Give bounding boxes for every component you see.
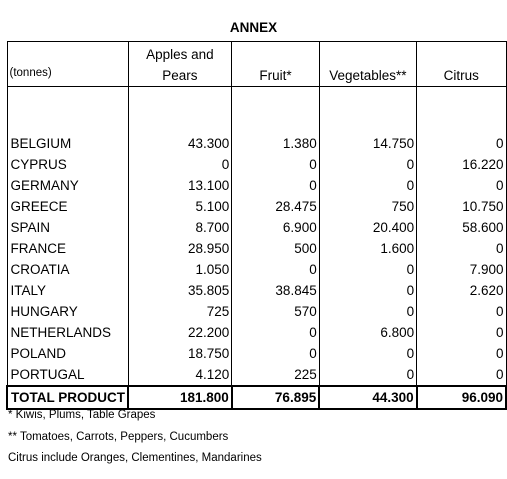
table-cell: 7.900 <box>417 259 506 280</box>
table-cell: 1.380 <box>232 133 319 154</box>
country-name: GREECE <box>7 196 128 217</box>
table-cell: 0 <box>319 364 416 386</box>
table-cell: 0 <box>319 301 416 322</box>
table-row <box>7 154 506 175</box>
spacer-row <box>7 87 506 134</box>
table-cell: 0 <box>417 238 506 259</box>
table-cell: 0 <box>319 343 416 364</box>
table-row <box>7 259 506 280</box>
table-cell: 1.050 <box>128 259 232 280</box>
table-cell: 750 <box>319 196 416 217</box>
footnote: * Kiwis, Plums, Table Grapes <box>8 409 156 421</box>
table-row <box>7 322 506 343</box>
country-name: PORTUGAL <box>7 364 128 386</box>
footnotes <box>8 405 262 470</box>
table-cell: 8.700 <box>128 217 232 238</box>
column-header-apples-pears <box>128 42 232 87</box>
table-cell: 0 <box>417 133 506 154</box>
table-cell: 20.400 <box>319 217 416 238</box>
table-cell: 0 <box>232 259 319 280</box>
country-name: FRANCE <box>7 238 128 259</box>
table-cell: 14.750 <box>319 133 416 154</box>
table-cell: 0 <box>319 259 416 280</box>
header-row <box>7 42 506 87</box>
country-name: SPAIN <box>7 217 128 238</box>
table-cell: 2.620 <box>417 280 506 301</box>
total-label: TOTAL PRODUCT <box>7 386 128 409</box>
table-cell: 43.300 <box>128 133 232 154</box>
table-cell: 0 <box>417 364 506 386</box>
table-cell: 22.200 <box>128 322 232 343</box>
country-name: BELGIUM <box>7 133 128 154</box>
table-cell: 0 <box>417 301 506 322</box>
table-cell: 500 <box>232 238 319 259</box>
table-row <box>7 175 506 196</box>
table-cell: 725 <box>128 301 232 322</box>
table-cell: 6.900 <box>232 217 319 238</box>
country-name: HUNGARY <box>7 301 128 322</box>
table-cell: 0 <box>417 343 506 364</box>
table-cell: 13.100 <box>128 175 232 196</box>
country-name: POLAND <box>7 343 128 364</box>
table-row <box>7 343 506 364</box>
table-cell: 0 <box>319 175 416 196</box>
table-cell: 0 <box>232 175 319 196</box>
table-row <box>7 280 506 301</box>
table-cell: 570 <box>232 301 319 322</box>
table-cell: 0 <box>417 175 506 196</box>
country-name: CROATIA <box>7 259 128 280</box>
table-cell: 0 <box>319 280 416 301</box>
column-header-citrus: Citrus <box>417 42 506 87</box>
table-row <box>7 133 506 154</box>
column-header-vegetables: Vegetables** <box>319 42 416 87</box>
table-cell: 28.475 <box>232 196 319 217</box>
table-cell: 0 <box>417 322 506 343</box>
table-cell: 16.220 <box>417 154 506 175</box>
table-cell: 0 <box>232 322 319 343</box>
total-value: 76.895 <box>232 386 319 409</box>
table-cell: 5.100 <box>128 196 232 217</box>
table-cell: 58.600 <box>417 217 506 238</box>
table-cell: 0 <box>232 154 319 175</box>
table-row <box>7 196 506 217</box>
table-cell: 0 <box>319 154 416 175</box>
table-row <box>7 217 506 238</box>
table-row <box>7 238 506 259</box>
column-header-line: Apples and <box>146 47 214 62</box>
column-header-line: Pears <box>162 68 198 83</box>
table-row <box>7 301 506 322</box>
column-header-fruit: Fruit* <box>232 42 319 87</box>
table-cell: 28.950 <box>128 238 232 259</box>
unit-label: (tonnes) <box>7 42 128 87</box>
table-cell: 0 <box>232 343 319 364</box>
total-value: 44.300 <box>319 386 416 409</box>
country-name: CYPRUS <box>7 154 128 175</box>
country-name: ITALY <box>7 280 128 301</box>
table-cell: 18.750 <box>128 343 232 364</box>
table-cell: 0 <box>128 154 232 175</box>
table-cell: 10.750 <box>417 196 506 217</box>
product-table <box>6 41 507 410</box>
table-row <box>7 364 506 386</box>
annex-title: ANNEX <box>229 20 278 35</box>
footnote: ** Tomatoes, Carrots, Peppers, Cucumbers <box>8 430 229 443</box>
table-cell: 225 <box>232 364 319 386</box>
total-value: 181.800 <box>128 386 232 409</box>
table-cell: 35.805 <box>128 280 232 301</box>
footnote: Citrus include Oranges, Clementines, Mandarines <box>8 452 262 464</box>
table-cell: 1.600 <box>319 238 416 259</box>
table-cell: 4.120 <box>128 364 232 386</box>
country-name: GERMANY <box>7 175 128 196</box>
total-value: 96.090 <box>417 386 506 409</box>
table-cell: 38.845 <box>232 280 319 301</box>
table-cell: 6.800 <box>319 322 416 343</box>
country-name: NETHERLANDS <box>7 322 128 343</box>
